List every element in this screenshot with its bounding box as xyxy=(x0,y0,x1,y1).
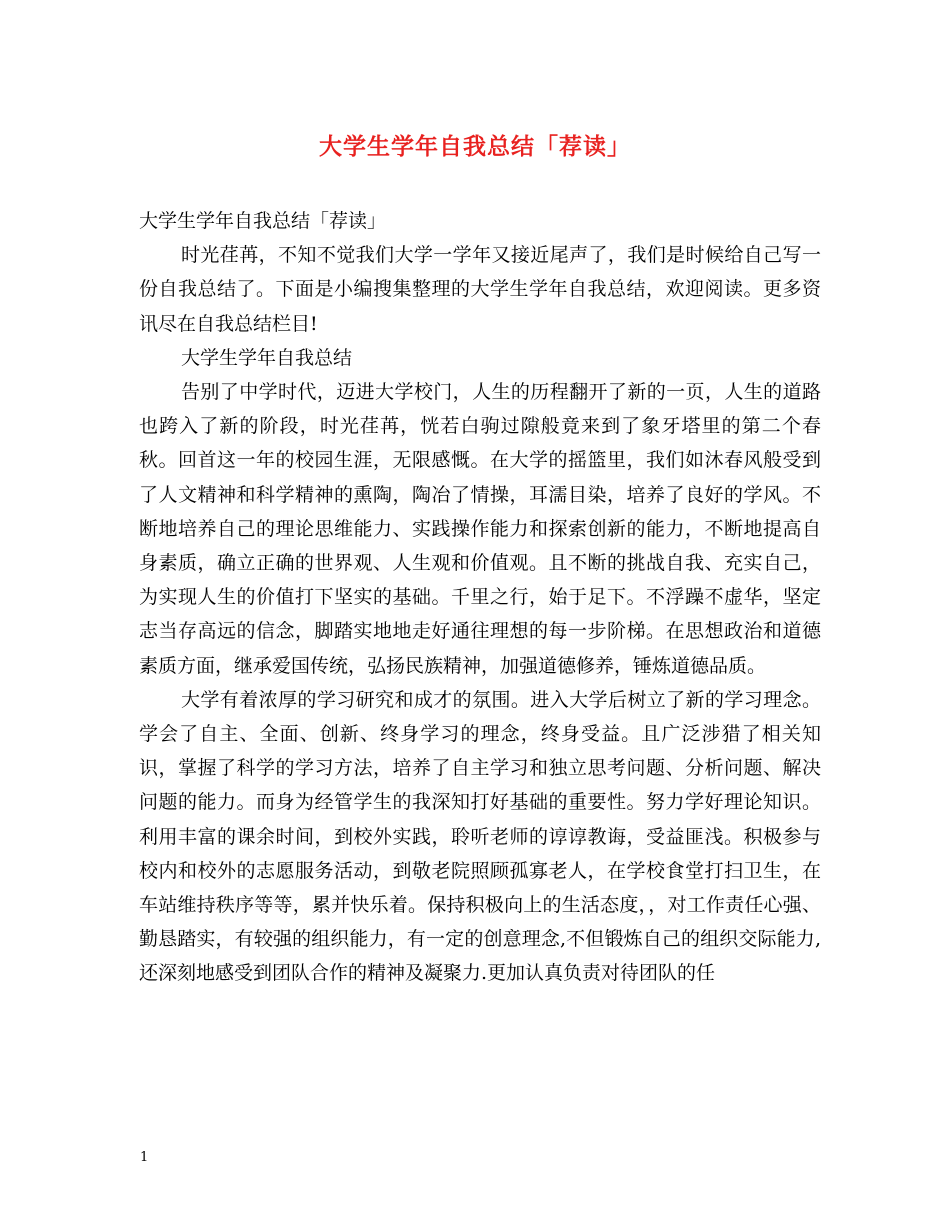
page-number: 1 xyxy=(140,1150,149,1165)
intro-paragraph: 时光荏苒，不知不觉我们大学一学年又接近尾声了，我们是时候给自己写一份自我总结了。下面是小编搜集整理的大学生学年自我总结，欢迎阅读。更多资讯尽在自我总结栏目! xyxy=(139,244,821,335)
document-title: 大学生学年自我总结「荐读」 xyxy=(319,133,631,160)
section-heading: 大学生学年自我总结 xyxy=(181,346,353,369)
body-paragraph: 告别了中学时代，迈进大学校门，人生的历程翻开了新的一页，人生的道路也跨入了新的阶段，时光荏苒，恍若白驹过隙般竟来到了象牙塔里的第二个春秋。回首这一年的校园生涯，无限感慨。在大学的摇篮里，我们如沐春风般受到了人文精神和科学精神的熏陶，陶冶了情操，耳濡目染，培养了良好的学风。不断地培养自己的理论思维能力、实践操作能力和探索创新的能力，不断地提高自身素质，确立正确的世界观、人生观和价值观。且不断的挑战自我、充实自己，为实现人生的价值打下坚实的基础。千里之行，始于足下。不浮躁不虚华，坚定志当存高远的信念，脚踏实地地走好通往理想的每一步阶梯。在思想政治和道德素质方面，继承爱国传统，弘扬民族精神，加强道德修养，锤炼道德品质。 xyxy=(139,381,821,677)
document-body xyxy=(139,204,821,991)
body-paragraph: 大学有着浓厚的学习研究和成才的氛围。进入大学后树立了新的学习理念。学会了自主、全面、创新、终身学习的理念，终身受益。且广泛涉猎了相关知识，掌握了科学的学习方法，培养了自主学习和独立思考问题、分析问题、解决问题的能力。而身为经管学生的我深知打好基础的重要性。努力学好理论知识。利用丰富的课余时间，到校外实践，聆听老师的谆谆教诲，受益匪浅。积极参与校内和校外的志愿服务活动，到敬老院照顾孤寡老人，在学校食堂打扫卫生，在车站维持秩序等等，累并快乐着。保持积极向上的生活态度，，对工作责任心强、勤恳踏实，有较强的组织能力，有一定的创意理念,不但锻炼自己的组织交际能力,还深刻地感受到团队合作的精神及凝聚力.更加认真负责对待团队的任 xyxy=(139,688,821,985)
subtitle-paragraph: 大学生学年自我总结「荐读」 xyxy=(139,210,387,232)
